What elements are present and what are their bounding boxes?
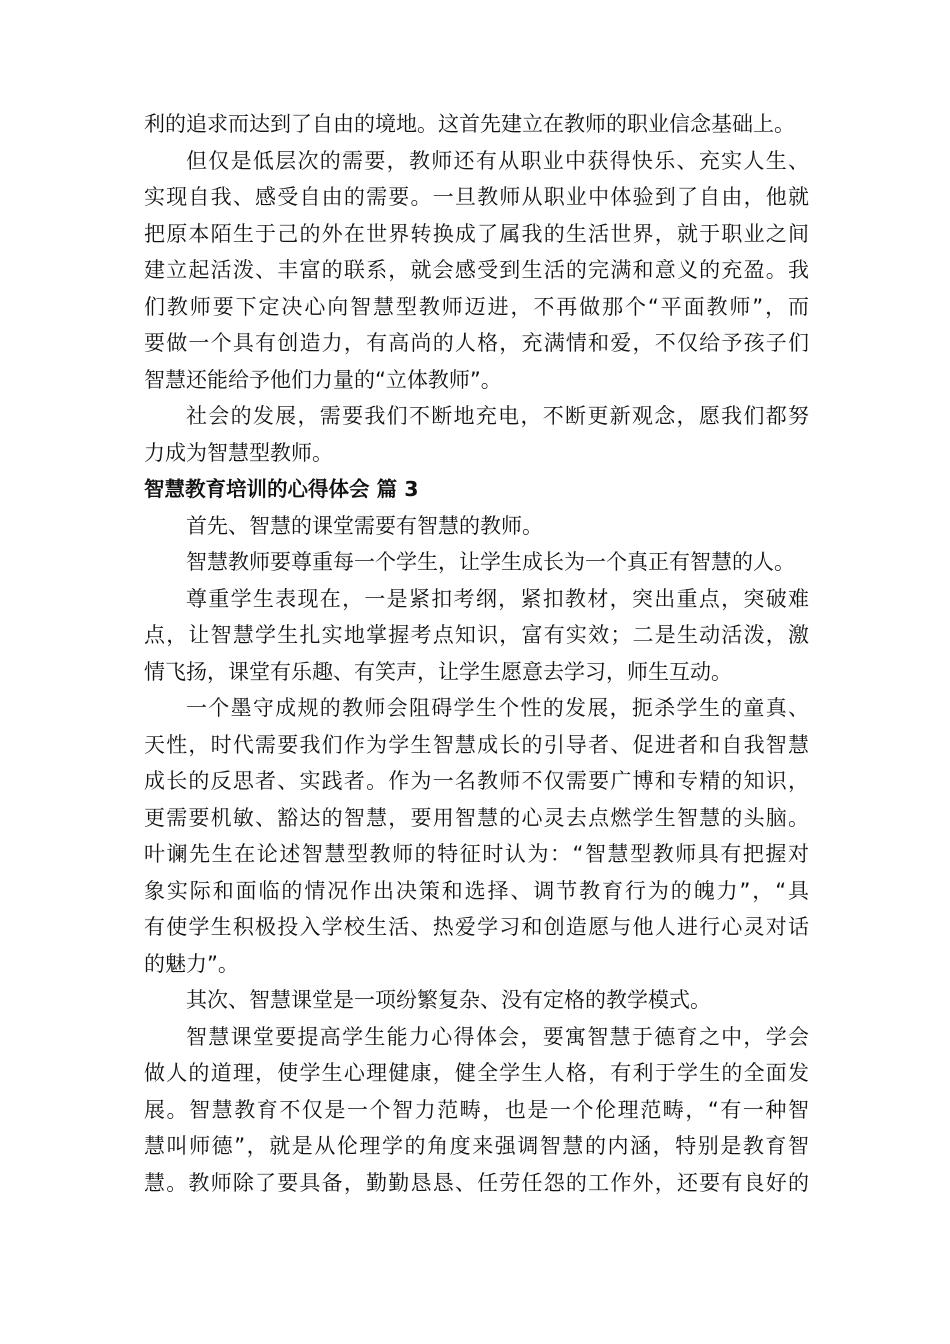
text-line: 但仅是低层次的需要，教师还有从职业中获得快乐、充实人生、 [186, 148, 809, 173]
text-line: 的魅力”。 [144, 951, 239, 976]
paragraph [144, 581, 809, 691]
text-line: 要做一个具有创造力，有高尚的人格，充满情和爱，不仅给予孩子们 [144, 331, 809, 355]
text-line: 叶谰先生在论述智慧型教师的特征时认为：“智慧型教师具有把握对 [144, 842, 809, 866]
paragraph [144, 544, 809, 581]
text-line: 一个墨守成规的教师会阻碍学生个性的发展，扼杀学生的童真、 [186, 696, 809, 720]
paragraph [144, 398, 809, 471]
paragraph [144, 982, 809, 1019]
paragraph [144, 143, 809, 399]
text-line: 象实际和面临的情况作出决策和选择、调节教育行为的魄力”，“具 [144, 878, 809, 903]
text-line: 社会的发展，需要我们不断地充电，不断更新观念，愿我们都努 [186, 404, 809, 428]
text-line: 展。智慧教育不仅是一个智力范畴，也是一个伦理范畴，“有一种智 [144, 1097, 809, 1122]
section-heading: 智慧教育培训的心得体会 篇 3 [144, 477, 419, 501]
text-line: 其次、智慧课堂是一项纷繁复杂、没有定格的教学模式。 [186, 988, 711, 1012]
text-line: 更需要机敏、豁达的智慧，要用智慧的心灵去点燃学生智慧的头脑。 [144, 805, 809, 830]
text-line: 成长的反思者、实践者。作为一名教师不仅需要广博和专精的知识， [144, 769, 809, 793]
text-line: 智慧教师要尊重每一个学生，让学生成长为一个真正有智慧的人。 [186, 550, 795, 574]
paragraph [144, 1019, 809, 1202]
document-page [144, 106, 809, 1201]
text-line: 力成为智慧型教师。 [144, 440, 333, 465]
text-line: 利的追求而达到了自由的境地。这首先建立在教师的职业信念基础上。 [144, 112, 795, 136]
paragraph [144, 690, 809, 982]
text-line: 慧。教师除了要具备，勤勤恳恳、任劳任怨的工作外，还要有良好的 [144, 1170, 809, 1195]
text-line: 们教师要下定决心向智慧型教师迈进，不再做那个“平面教师”，而 [144, 294, 809, 319]
text-line: 尊重学生表现在，一是紧扣考纲，紧扣教材，突出重点，突破难 [186, 586, 809, 611]
text-line: 智慧课堂要提高学生能力心得体会，要寓智慧于德育之中，学会 [186, 1024, 809, 1049]
text-line: 做人的道理，使学生心理健康，健全学生人格，有利于学生的全面发 [144, 1061, 809, 1085]
text-line: 有使学生积极投入学校生活、热爱学习和创造愿与他人进行心灵对话 [144, 915, 809, 939]
paragraph [144, 508, 809, 545]
text-line: 首先、智慧的课堂需要有智慧的教师。 [186, 513, 543, 538]
text-line: 点，让智慧学生扎实地掌握考点知识，富有实效；二是生动活泼，激 [144, 623, 809, 647]
text-line: 建立起活泼、丰富的联系，就会感受到生活的完满和意义的充盈。我 [144, 258, 809, 282]
text-line: 把原本陌生于己的外在世界转换成了属我的生活世界，就于职业之间 [144, 221, 809, 246]
text-line: 实现自我、感受自由的需要。一旦教师从职业中体验到了自由，他就 [144, 185, 809, 209]
text-line: 智慧还能给予他们力量的“立体教师”。 [144, 367, 502, 392]
text-line: 情飞扬，课堂有乐趣、有笑声，让学生愿意去学习，师生互动。 [144, 659, 732, 684]
text-line: 慧叫师德”，就是从伦理学的角度来强调智慧的内涵，特别是教育智 [144, 1134, 809, 1158]
text-line: 天性，时代需要我们作为学生智慧成长的引导者、促进者和自我智慧 [144, 732, 809, 757]
paragraph [144, 106, 809, 143]
